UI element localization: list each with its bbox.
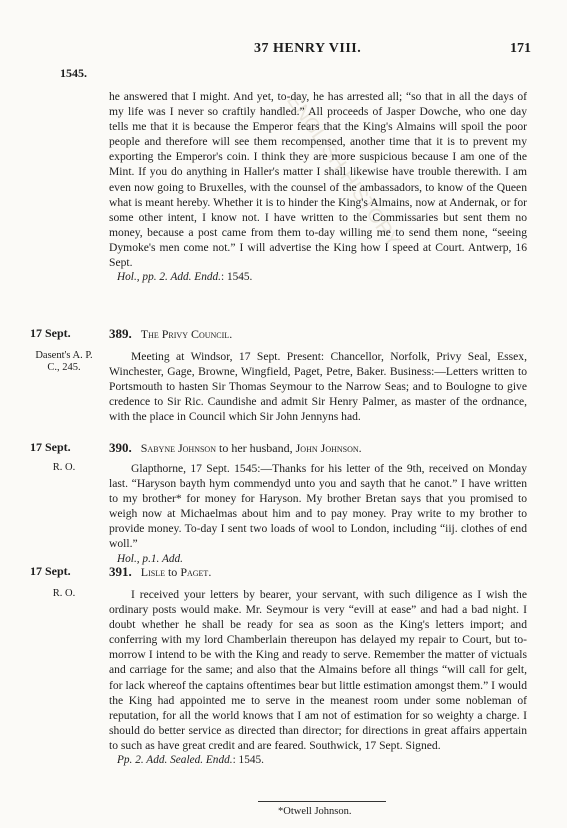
entry-390-date: 17 Sept. <box>30 440 71 454</box>
entry-391-source: R. O. <box>52 588 76 599</box>
watermark: ENGLISH HISTORY <box>281 90 405 252</box>
footnote: *Otwell Johnson. <box>278 806 352 817</box>
continuation-block <box>109 89 527 285</box>
entry-390-meta: Hol., p.1. Add. <box>117 552 184 565</box>
entry-390-source: R. O. <box>52 462 76 473</box>
continuation-text: he answered that I might. And yet, to-day, he has arrested all; “so that in all the days of my life was I never so craftily handled.” All proceeds of Jasper Dowche, who one day tells me that it is because the Emperor fears that the King's Almains will spoil the poor people and therefore will see them recompensed, another time that it is to prevent my exporting the Emperor's coin. I think they are more suspicious because I am one of the Mint. If you do anything in Haller's matter I shall likewise have trouble therewith. I am even now going to Bruxelles, with the counsel of the ambassadors, to know of the Queen what is meant hereby. Whether it is to hinder the King's Almains, now at Andernak, or for some other intent, I know not. I have written to the Commissaries but sent them no money, because a post came from them to-day willing me to send them none, “seeing Dymoke's men come not.” I will advertise the King how I speed at Court. Antwerp, 16 Sept. <box>109 90 527 270</box>
entry-391-heading: 391. Lisle to Paget. <box>109 564 212 579</box>
entry-391-meta: Pp. 2. Add. Sealed. Endd.: 1545. <box>117 754 264 767</box>
margin-year: 1545. <box>60 66 87 80</box>
footnote-rule <box>258 801 386 802</box>
entry-391-date: 17 Sept. <box>30 564 71 578</box>
entry-390-heading: 390. Sabyne Johnson to her husband, John Johnson. <box>109 440 362 455</box>
continuation-meta: Hol., pp. 2. Add. Endd.: 1545. <box>117 271 253 284</box>
entry-389-body: Meeting at Windsor, 17 Sept. Present: Chancellor, Norfolk, Privy Seal, Essex, Winchester, Gage, Browne, Wingfield, Paget, Petre, Baker. Business:—Letters written to Portsmouth to hasten Sir Thomas Seymour to the Narrow Seas; and to Boulogne to give credence to Sir Ric. Caundishe and admit Sir Henry Palmer, as master of the ordnance, with the place in Council which Sir John Jennyns had. <box>109 350 527 424</box>
running-head: 37 HENRY VIII. <box>254 41 362 56</box>
entry-391-body: I received your letters by bearer, your servant, with such diligence as I wish the ordinary posts would make. Mr. Seymour is very “evill at ease” and had a bad night. I doubt whether he shall be ready for sea as soon as the King's letters import; and conferring with my lord Chamberlain thereupon has delayed my repair to Court, but to-morrow I intend to be with the King and ready to serve. Remember the matter of victuals and carriage for the same; and also that the Almains before all things “will call for gelt, for lack whereof the captains oftentimes bear but little estimation amongst them.” I would the King had appointed me to serve in the meanest room under some nobleman of reputation, for all the world knows that I am not of estimation for so weighty a charge. I should do better service as directed than director; for directions in great affairs appertain to such as have great credit and are feared. Southwick, 17 Sept. Signed. Pp. 2. Add. Sealed. Endd.: 1545. <box>109 587 527 768</box>
entry-389-source: Dasent's A. P. C., 245. <box>35 350 93 373</box>
entry-389-date: 17 Sept. <box>30 326 71 340</box>
page-number: 171 <box>510 41 531 56</box>
entry-389-heading: 389. The Privy Council. <box>109 326 233 341</box>
entry-390-body: Glapthorne, 17 Sept. 1545:—Thanks for his letter of the 9th, received on Monday last. “Haryson bayth hym commendyd unto you and sayth that he canot.” I have written to my brother* for money for Haryson. My brother Bretan says that you promised to weigh now at Michaelmas about him and to pay money. Pray write to my brother to provide money. To-day I sent two loads of wool to London, including “iij. clothes of end woll.” Hol., p.1. Add. <box>109 461 527 567</box>
